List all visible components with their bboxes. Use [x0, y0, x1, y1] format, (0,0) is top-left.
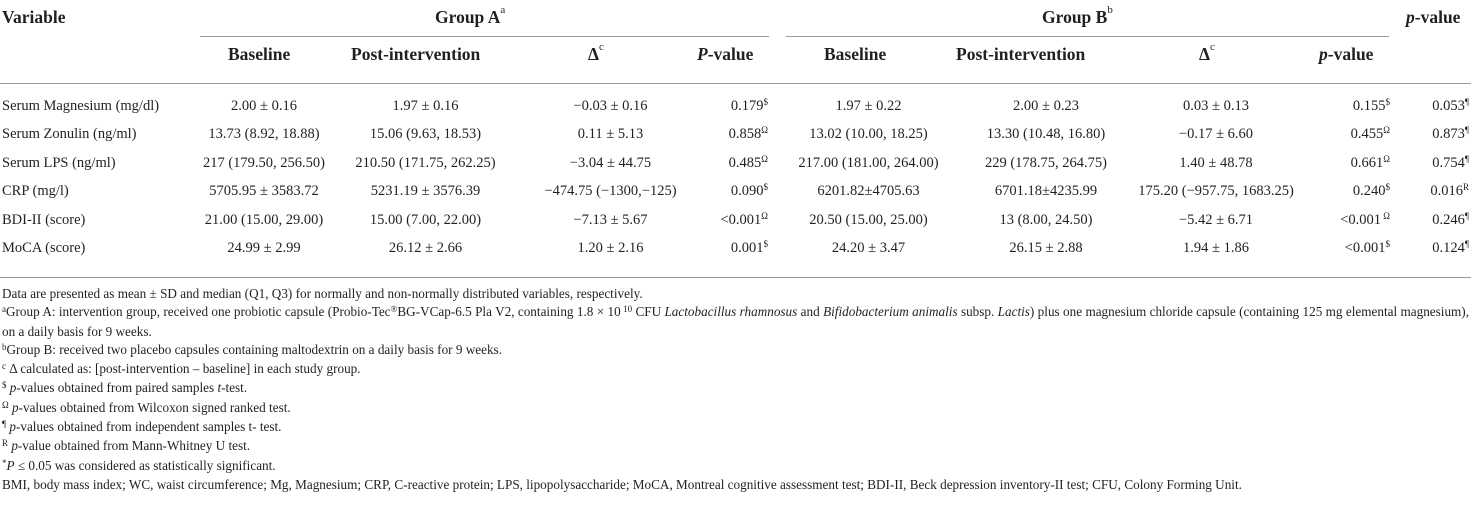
a-baseline-cell: 5705.95 ± 3583.72: [209, 183, 319, 200]
footnote-mann-whitney: $^R$ p-value obtained from Mann-Whitney U test.: [2, 438, 251, 454]
footnote-group-a: $^a$Group A: intervention group, received one probiotic capsule (Probio-Tec®BG-VCap-6.5 Pla V2, containing 1.8 × 10 $^{10}$ CFU Lactobacillus rhamnosus and Bifidobacterium animalis subsp. Lactis) plus one magnesium chloride capsule (containing 125 mg elemental magnesium), on a daily basis for 9 weeks.: [2, 304, 1470, 339]
b-baseline-cell: 13.02 (10.00, 18.25): [809, 126, 928, 143]
variable-cell: CRP (mg/l): [2, 183, 69, 200]
table-row: [0, 235, 1471, 264]
footnote-delta: $^c$ Δ calculated as: [post-intervention – baseline] in each study group.: [2, 361, 361, 377]
b-baseline-cell: 1.97 ± 0.22: [835, 97, 902, 114]
a-baseline-cell: 24.99 ± 2.99: [227, 240, 301, 257]
header-group-b: Group $B^b$: [1042, 4, 1113, 27]
b-p-cell: $0.661^\Omega$: [1350, 153, 1390, 171]
footnote-independent-t: ¶ p-values obtained from independent samples t- test.: [2, 419, 282, 435]
b-delta-cell: −5.42 ± 6.71: [1178, 211, 1254, 228]
subheader-b-delta: $\Delta^c$: [1199, 41, 1215, 64]
b-baseline-cell: 24.20 ± 3.47: [831, 240, 906, 257]
b-p-cell: <0.001 $^\Omega$: [1340, 210, 1390, 228]
subheader-b-baseline: Baseline: [824, 44, 887, 64]
footnote-paired-t: $ p-values obtained from paired samples t-test.: [2, 380, 248, 396]
p-value-cell: 0.873¶: [1432, 125, 1469, 143]
subheader-a-baseline: Baseline: [228, 44, 291, 64]
group-b-rule: [786, 36, 1389, 37]
p-value-cell: $0.016^R$: [1430, 182, 1469, 200]
subheader-a-p-value: P-value: [697, 44, 754, 64]
variable-cell: Serum Zonulin (ng/ml): [2, 126, 137, 143]
footnote-significance: *P ≤ 0.05 was considered as statistically significant.: [2, 457, 276, 473]
b-delta-cell: −0.17 ± 6.60: [1178, 126, 1254, 143]
variable-cell: Serum Magnesium (mg/dl): [2, 97, 160, 114]
a-baseline-cell: 21.00 (15.00, 29.00): [204, 211, 324, 228]
a-post-cell: 5231.19 ± 3576.39: [370, 183, 481, 200]
a-p-cell: 0.001$: [730, 239, 768, 257]
variable-cell: BDI-II (score): [2, 211, 86, 228]
header-variable: Variable: [2, 7, 66, 27]
a-p-cell: $0.485^\Omega$: [728, 153, 768, 171]
p-value-cell: 0.246¶: [1432, 210, 1469, 228]
b-p-cell: <0.001$: [1344, 239, 1390, 257]
b-post-cell: 6701.18±4235.99: [994, 183, 1098, 200]
variable-cell: Serum LPS (ng/ml): [2, 154, 116, 171]
p-value-cell: 0.053¶: [1432, 96, 1469, 114]
data-table: [0, 92, 1471, 263]
b-delta-cell: 175.20 (−957.75, 1683.25): [1138, 183, 1294, 200]
b-baseline-cell: 6201.82±4705.63: [817, 183, 920, 200]
b-baseline-cell: 217.00 (181.00, 264.00): [798, 154, 939, 171]
footnote-data-presentation: Data are presented as mean ± SD and median (Q1, Q3) for normally and non-normally distributed variables, respectively.: [2, 286, 643, 301]
a-p-cell: $0.858^\Omega$: [728, 125, 768, 143]
a-delta-cell: 0.11 ± 5.13: [577, 126, 644, 143]
header-group-a: Group $A^a$: [435, 4, 506, 27]
b-p-cell: 0.155$: [1352, 96, 1390, 114]
b-delta-cell: 0.03 ± 0.13: [1183, 97, 1249, 114]
p-value-cell: 0.124¶: [1432, 239, 1469, 257]
a-baseline-cell: 13.73 (8.92, 18.88): [208, 126, 320, 143]
b-post-cell: 13 (8.00, 24.50): [999, 211, 1093, 228]
a-p-cell: 0.090$: [730, 182, 768, 200]
subheader-b-p-value: p-value: [1319, 44, 1374, 64]
b-delta-cell: 1.40 ± 48.78: [1179, 154, 1253, 171]
subheader-b-post: Post-intervention: [956, 44, 1086, 64]
table-row: [0, 92, 1471, 121]
b-baseline-cell: 20.50 (15.00, 25.00): [809, 211, 928, 228]
b-p-cell: $0.455^\Omega$: [1350, 125, 1390, 143]
subheader-a-post: Post-intervention: [351, 44, 481, 64]
a-delta-cell: −474.75 (−1300,−125): [544, 183, 677, 200]
a-post-cell: 1.97 ± 0.16: [392, 97, 459, 114]
b-post-cell: 229 (178.75, 264.75): [984, 154, 1108, 171]
b-post-cell: 2.00 ± 0.23: [1013, 97, 1079, 114]
table-row: [0, 121, 1471, 150]
footnote-abbreviations: BMI, body mass index; WC, waist circumference; Mg, Magnesium; CRP, C-reactive protein; LPS, lipopolysaccharide; MoCA, Montreal cognitive assessment test; BDI-II, Beck depression inventory-II test; CFU, Colony Forming Unit.: [2, 476, 1242, 492]
a-post-cell: 26.12 ± 2.66: [388, 240, 463, 257]
a-p-cell: 0.179$: [730, 96, 768, 114]
b-p-cell: 0.240$: [1352, 182, 1390, 200]
p-value-cell: 0.754¶: [1432, 153, 1469, 171]
table-row: [0, 206, 1471, 235]
a-post-cell: 210.50 (171.75, 262.25): [355, 154, 496, 171]
a-delta-cell: 1.20 ± 2.16: [577, 240, 644, 257]
b-post-cell: 26.15 ± 2.88: [1009, 240, 1083, 257]
footnote-group-b: $^b$Group B: received two placebo capsules containing maltodextrin on a daily basis for 9 weeks.: [2, 341, 502, 357]
a-delta-cell: −3.04 ± 44.75: [569, 154, 652, 171]
a-baseline-cell: 2.00 ± 0.16: [231, 97, 297, 114]
a-post-cell: 15.00 (7.00, 22.00): [369, 211, 482, 228]
table-row: [0, 149, 1471, 178]
b-post-cell: 13.30 (10.48, 16.80): [986, 126, 1106, 143]
a-delta-cell: −7.13 ± 5.67: [573, 211, 648, 228]
table-footnotes: [2, 285, 1469, 494]
variable-cell: MoCA (score): [2, 240, 86, 257]
table-row: [0, 178, 1471, 207]
footnote-wilcoxon: $^\Omega$ p-values obtained from Wilcoxon signed ranked test.: [2, 399, 291, 415]
header-p-value: p-value: [1406, 7, 1461, 27]
b-delta-cell: 1.94 ± 1.86: [1183, 240, 1249, 257]
a-p-cell: $<0.001^\Omega$: [720, 210, 768, 228]
a-post-cell: 15.06 (9.63, 18.53): [369, 126, 482, 143]
a-baseline-cell: 217 (179.50, 256.50): [202, 154, 326, 171]
table-bottom-rule: [0, 277, 1471, 278]
header-bottom-rule: [0, 83, 1471, 84]
a-delta-cell: −0.03 ± 0.16: [573, 97, 648, 114]
group-a-rule: [200, 36, 769, 37]
subheader-a-delta: $\Delta^c$: [588, 41, 604, 64]
